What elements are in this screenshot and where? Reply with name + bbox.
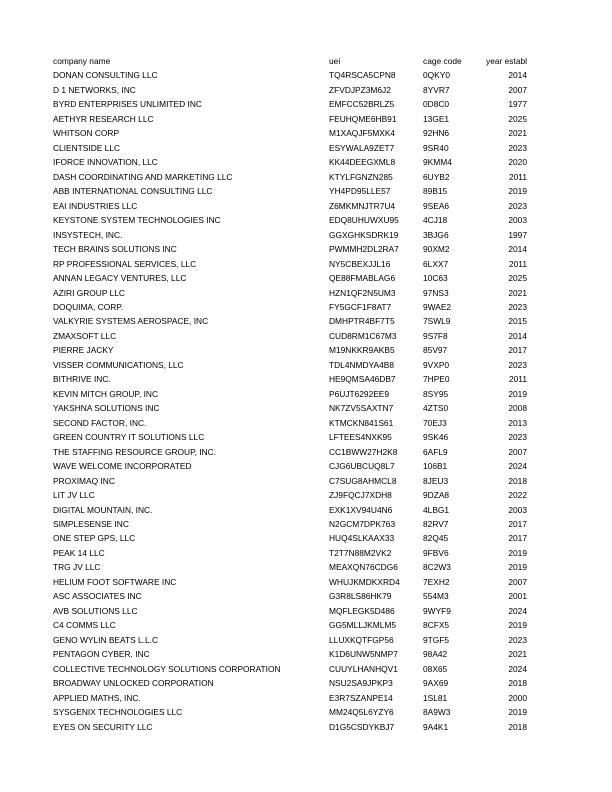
year-cell: 2007 xyxy=(508,84,527,95)
cage-code-cell: 6AFL9 xyxy=(423,446,448,457)
year-cell: 2011 xyxy=(508,258,527,269)
table-row xyxy=(50,314,530,328)
uei-cell: TDL4NMDYA4B8 xyxy=(329,359,395,370)
table-row xyxy=(50,300,530,314)
year-cell: 2019 xyxy=(508,562,527,573)
header-year-established: year establ xyxy=(486,56,527,66)
company-name-cell: VISSER COMMUNICATIONS, LLC xyxy=(53,359,184,370)
cage-code-cell: 9WAE2 xyxy=(423,301,452,312)
year-cell: 2003 xyxy=(508,504,527,515)
year-cell: 2007 xyxy=(508,576,527,587)
uei-cell: GG5MLLJKMLM5 xyxy=(329,620,397,631)
cage-code-cell: 9VXP0 xyxy=(423,359,450,370)
company-name-cell: KEVIN MITCH GROUP, INC xyxy=(53,388,159,399)
table-row xyxy=(50,343,530,357)
company-name-cell: DOQUIMA, CORP. xyxy=(53,301,124,312)
cage-code-cell: 8SY95 xyxy=(423,388,449,399)
uei-cell: MM24Q5L6YZY6 xyxy=(329,707,394,718)
year-cell: 2021 xyxy=(508,287,527,298)
year-cell: 2023 xyxy=(508,432,527,443)
year-cell: 2007 xyxy=(508,446,527,457)
table-row xyxy=(50,618,530,632)
cage-code-cell: 13GE1 xyxy=(423,113,450,124)
company-name-cell: IFORCE INNOVATION, LLC xyxy=(53,157,158,168)
uei-cell: NY5CBEXJJL16 xyxy=(329,258,391,269)
cage-code-cell: 554M3 xyxy=(423,591,449,602)
company-name-cell: D 1 NETWORKS, INC xyxy=(53,84,136,95)
year-cell: 2018 xyxy=(508,475,527,486)
uei-cell: NSU2SA9JPKP3 xyxy=(329,678,393,689)
company-name-cell: SYSGENIX TECHNOLOGIES LLC xyxy=(53,707,183,718)
uei-cell: G3R8LS86HK79 xyxy=(329,591,392,602)
cage-code-cell: 0D8C0 xyxy=(423,99,450,110)
uei-cell: M1XAQJF5MXK4 xyxy=(329,128,396,139)
year-cell: 2023 xyxy=(508,200,527,211)
company-name-cell: ASC ASSOCIATES INC xyxy=(53,591,142,602)
cage-code-cell: 90XM2 xyxy=(423,244,450,255)
table-row xyxy=(50,604,530,618)
cage-code-cell: 4ZTS0 xyxy=(423,403,449,414)
cage-code-cell: 10C63 xyxy=(423,273,448,284)
cage-code-cell: 92HN6 xyxy=(423,128,450,139)
company-name-cell: GENO WYLIN BEATS L.L.C xyxy=(53,634,159,645)
company-name-cell: ONE STEP GPS, LLC xyxy=(53,533,136,544)
cage-code-cell: 9SK46 xyxy=(423,432,449,443)
company-name-cell: ABB INTERNATIONAL CONSULTING LLC xyxy=(53,186,213,197)
company-name-cell: PEAK 14 LLC xyxy=(53,547,105,558)
uei-cell: MEAXQN76CDG6 xyxy=(329,562,398,573)
cage-code-cell: 3BJG6 xyxy=(423,229,449,240)
table-row xyxy=(50,358,530,372)
year-cell: 2018 xyxy=(508,678,527,689)
uei-cell: PWMMH2DL2RA7 xyxy=(329,244,399,255)
cage-code-cell: 9FBV6 xyxy=(423,547,449,558)
uei-cell: GGXGHKSDRK19 xyxy=(329,229,399,240)
table-row xyxy=(50,372,530,386)
table-row xyxy=(50,155,530,169)
cage-code-cell: 7HPE0 xyxy=(423,374,450,385)
cage-code-cell: 8CFX5 xyxy=(423,620,450,631)
uei-cell: D1G5CSDYKBJ7 xyxy=(329,721,395,732)
company-name-cell: APPLIED MATHS, INC. xyxy=(53,692,141,703)
company-name-cell: AZIRI GROUP LLC xyxy=(53,287,125,298)
year-cell: 2015 xyxy=(508,316,527,327)
header-cage-code: cage code xyxy=(423,56,462,66)
year-cell: 2017 xyxy=(508,519,527,529)
cage-code-cell: 4LBG1 xyxy=(423,504,450,515)
uei-cell: T2T7N88M2VK2 xyxy=(329,547,392,558)
company-name-cell: INSYSTECH, INC. xyxy=(53,229,123,240)
company-name-cell: SIMPLESENSE INC xyxy=(53,519,129,529)
uei-cell: EMFCC52BRLZ5 xyxy=(329,99,395,110)
header-company-name: company name xyxy=(53,56,111,66)
table-row xyxy=(50,720,530,734)
cage-code-cell: 106B1 xyxy=(423,461,448,472)
company-name-cell: AVB SOLUTIONS LLC xyxy=(53,605,138,616)
cage-code-cell: 89B15 xyxy=(423,186,448,197)
table-row xyxy=(50,575,530,589)
company-name-cell: PROXIMAQ INC xyxy=(53,475,115,486)
uei-cell: K1D6UNW5NMP7 xyxy=(329,649,398,660)
year-cell: 2017 xyxy=(508,533,527,544)
uei-cell: LFTEES4NXK95 xyxy=(329,432,392,443)
year-cell: 2019 xyxy=(508,620,527,631)
year-cell: 2013 xyxy=(508,417,527,428)
uei-cell: NK7ZV5SAXTN7 xyxy=(329,403,394,414)
cage-code-cell: 9SR40 xyxy=(423,142,449,153)
company-name-cell: DASH COORDINATING AND MARKETING LLC xyxy=(53,171,233,182)
company-name-cell: GREEN COUNTRY IT SOLUTIONS LLC xyxy=(53,432,205,443)
uei-cell: LLUXKQTFGP56 xyxy=(329,634,394,645)
company-name-cell: EYES ON SECURITY LLC xyxy=(53,721,153,732)
uei-cell: EDQ8UHUWXU95 xyxy=(329,215,399,226)
cage-code-cell: 1SL81 xyxy=(423,692,448,703)
year-cell: 2003 xyxy=(508,215,527,226)
year-cell: 2001 xyxy=(508,591,527,602)
company-name-cell: YAKSHNA SOLUTIONS INC xyxy=(53,403,160,414)
year-cell: 2008 xyxy=(508,403,527,414)
uei-cell: KTYLFGNZN285 xyxy=(329,171,393,182)
cage-code-cell: 8YVR7 xyxy=(423,84,450,95)
table-row xyxy=(50,271,530,285)
cage-code-cell: 9TGF5 xyxy=(423,634,450,645)
uei-cell: HUQ4SLKAAX33 xyxy=(329,533,395,544)
company-name-cell: WAVE WELCOME INCORPORATED xyxy=(53,461,192,472)
year-cell: 2019 xyxy=(508,388,527,399)
table-row xyxy=(50,459,530,473)
uei-cell: CJG6UBCUQ8L7 xyxy=(329,461,395,472)
company-name-cell: TECH BRAINS SOLUTIONS INC xyxy=(53,244,177,255)
company-name-cell: HELIUM FOOT SOFTWARE INC xyxy=(53,576,177,587)
company-name-cell: RP PROFESSIONAL SERVICES, LLC xyxy=(53,258,197,269)
cage-code-cell: 9KMM4 xyxy=(423,157,452,168)
table-row xyxy=(50,416,530,430)
uei-cell: E3R7SZANPE14 xyxy=(329,692,393,703)
year-cell: 2018 xyxy=(508,721,527,732)
company-name-cell: COLLECTIVE TECHNOLOGY SOLUTIONS CORPORATION xyxy=(53,663,281,674)
table-row xyxy=(50,445,530,459)
uei-cell: ZFVDJPZ3M6J2 xyxy=(329,84,391,95)
company-name-cell: PIERRE JACKY xyxy=(53,345,114,356)
cage-code-cell: 8A9W3 xyxy=(423,707,451,718)
uei-cell: N2GCM7DPK763 xyxy=(329,519,396,529)
cage-code-cell: 7EXH2 xyxy=(423,576,450,587)
cage-code-cell: 97NS3 xyxy=(423,287,449,298)
table-row xyxy=(50,112,530,126)
company-name-cell: THE STAFFING RESOURCE GROUP, INC. xyxy=(53,446,217,457)
year-cell: 2024 xyxy=(508,605,527,616)
uei-cell: FY5GCF1F8AT7 xyxy=(329,301,392,312)
table-row xyxy=(50,83,530,97)
company-table xyxy=(50,54,530,734)
uei-cell: EXK1XV94U4N6 xyxy=(329,504,393,515)
year-cell: 2014 xyxy=(508,70,527,81)
header-row xyxy=(50,54,530,68)
year-cell: 2024 xyxy=(508,663,527,674)
year-cell: 2025 xyxy=(508,113,527,124)
year-cell: 2019 xyxy=(508,186,527,197)
company-name-cell: DIGITAL MOUNTAIN, INC. xyxy=(53,504,153,515)
uei-cell: DMHPTR4BF7T5 xyxy=(329,316,395,327)
table-row xyxy=(50,184,530,198)
company-name-cell: WHITSON CORP xyxy=(53,128,120,139)
uei-cell: ZJ9FQCJ7XDH8 xyxy=(329,490,392,501)
cage-code-cell: 4CJ18 xyxy=(423,215,448,226)
uei-cell: TQ4RSCA5CPN8 xyxy=(329,70,396,81)
table-row xyxy=(50,242,530,256)
uei-cell: HZN1QF2N5UM3 xyxy=(329,287,396,298)
table-row xyxy=(50,531,530,545)
year-cell: 2019 xyxy=(508,707,527,718)
year-cell: 2023 xyxy=(508,359,527,370)
company-name-cell: KEYSTONE SYSTEM TECHNOLOGIES INC xyxy=(53,215,221,226)
table-row xyxy=(50,170,530,184)
table-row xyxy=(50,286,530,300)
cage-code-cell: 82Q45 xyxy=(423,533,449,544)
table-row xyxy=(50,97,530,111)
table-row xyxy=(50,647,530,661)
cage-code-cell: 8JEU3 xyxy=(423,475,449,486)
uei-cell: FEUHQME6HB91 xyxy=(329,113,397,124)
cage-code-cell: 0QKY0 xyxy=(423,70,451,81)
company-name-cell: VALKYRIE SYSTEMS AEROSPACE, INC xyxy=(53,316,209,327)
uei-cell: Z6MKMNJTR7U4 xyxy=(329,200,396,211)
table-row xyxy=(50,199,530,213)
uei-cell: P6UJT6292EE9 xyxy=(329,388,390,399)
table-row xyxy=(50,401,530,415)
year-cell: 2023 xyxy=(508,634,527,645)
header-uei: uei xyxy=(329,56,341,66)
company-name-cell: BYRD ENTERPRISES UNLIMITED INC xyxy=(53,99,202,110)
year-cell: 2017 xyxy=(508,345,527,356)
table-row xyxy=(50,503,530,517)
uei-cell: C7SUG8AHMCL8 xyxy=(329,475,397,486)
table-row xyxy=(50,633,530,647)
year-cell: 2022 xyxy=(508,490,527,501)
table-row xyxy=(50,474,530,488)
uei-cell: WHUJKMDKXRD4 xyxy=(329,576,400,587)
company-name-cell: LIT JV LLC xyxy=(53,490,95,501)
table-body xyxy=(50,68,530,734)
company-name-cell: EAI INDUSTRIES LLC xyxy=(53,200,138,211)
company-name-cell: BROADWAY UNLOCKED CORPORATION xyxy=(53,678,214,689)
table-row xyxy=(50,228,530,242)
table-row xyxy=(50,560,530,574)
year-cell: 2014 xyxy=(508,244,527,255)
uei-cell: CUUYLHANHQV1 xyxy=(329,663,398,674)
cage-code-cell: 08X65 xyxy=(423,663,448,674)
year-cell: 2011 xyxy=(508,374,527,385)
company-name-cell: AETHYR RESEARCH LLC xyxy=(53,113,154,124)
year-cell: 2021 xyxy=(508,128,527,139)
uei-cell: MQFLEGK5D486 xyxy=(329,605,395,616)
cage-code-cell: 70EJ3 xyxy=(423,417,447,428)
table-row xyxy=(50,387,530,401)
year-cell: 1977 xyxy=(508,99,527,110)
cage-code-cell: 98A42 xyxy=(423,649,448,660)
table-row xyxy=(50,546,530,560)
year-cell: 2021 xyxy=(508,649,527,660)
uei-cell: M19NKKR9AKB5 xyxy=(329,345,395,356)
company-name-cell: C4 COMMS LLC xyxy=(53,620,116,631)
year-cell: 2014 xyxy=(508,330,527,341)
table-row xyxy=(50,126,530,140)
cage-code-cell: 9A4K1 xyxy=(423,721,449,732)
year-cell: 2025 xyxy=(508,273,527,284)
uei-cell: QE88FMABLAG6 xyxy=(329,273,396,284)
cage-code-cell: 82RV7 xyxy=(423,519,449,529)
cage-code-cell: 9AX69 xyxy=(423,678,449,689)
table-row xyxy=(50,705,530,719)
uei-cell: ESYWALA9ZET7 xyxy=(329,142,395,153)
table-row xyxy=(50,662,530,676)
table-row xyxy=(50,517,530,531)
uei-cell: YH4PD95LLE57 xyxy=(329,186,391,197)
year-cell: 2011 xyxy=(508,171,527,182)
cage-code-cell: 6LXX7 xyxy=(423,258,449,269)
cage-code-cell: 8C2W3 xyxy=(423,562,451,573)
table-row xyxy=(50,676,530,690)
cage-code-cell: 85V97 xyxy=(423,345,448,356)
table-row xyxy=(50,589,530,603)
uei-cell: HE9QMSA46DB7 xyxy=(329,374,396,385)
uei-cell: KK44DEEGXML8 xyxy=(329,157,396,168)
cage-code-cell: 9S7F8 xyxy=(423,330,448,341)
company-name-cell: BITHRIVE INC. xyxy=(53,374,111,385)
table-row xyxy=(50,141,530,155)
table-row xyxy=(50,430,530,444)
uei-cell: CC1BWW27H2K8 xyxy=(329,446,398,457)
year-cell: 2024 xyxy=(508,461,527,472)
year-cell: 2019 xyxy=(508,547,527,558)
company-name-cell: CLIENTSIDE LLC xyxy=(53,142,121,153)
company-name-cell: ZMAXSOFT LLC xyxy=(53,330,117,341)
cage-code-cell: 9SEA6 xyxy=(423,200,450,211)
company-name-cell: DONAN CONSULTING LLC xyxy=(53,70,158,81)
uei-cell: KTMCKN841S61 xyxy=(329,417,394,428)
company-name-cell: TRG JV LLC xyxy=(53,562,101,573)
cage-code-cell: 6UYB2 xyxy=(423,171,450,182)
year-cell: 2023 xyxy=(508,142,527,153)
table-row xyxy=(50,68,530,82)
year-cell: 2020 xyxy=(508,157,527,168)
year-cell: 1997 xyxy=(508,229,527,240)
table-row xyxy=(50,213,530,227)
company-name-cell: ANNAN LEGACY VENTURES, LLC xyxy=(53,273,187,284)
year-cell: 2000 xyxy=(508,692,527,703)
year-cell: 2023 xyxy=(508,301,527,312)
cage-code-cell: 9WYF9 xyxy=(423,605,451,616)
table-row xyxy=(50,691,530,705)
uei-cell: CUD8RM1C67M3 xyxy=(329,330,397,341)
table-row xyxy=(50,257,530,271)
table-row xyxy=(50,329,530,343)
company-name-cell: SECOND FACTOR, INC. xyxy=(53,417,147,428)
company-name-cell: PENTAGON CYBER, INC xyxy=(53,649,150,660)
cage-code-cell: 9DZA8 xyxy=(423,490,450,501)
cage-code-cell: 7SWL9 xyxy=(423,316,451,327)
table-row xyxy=(50,488,530,502)
